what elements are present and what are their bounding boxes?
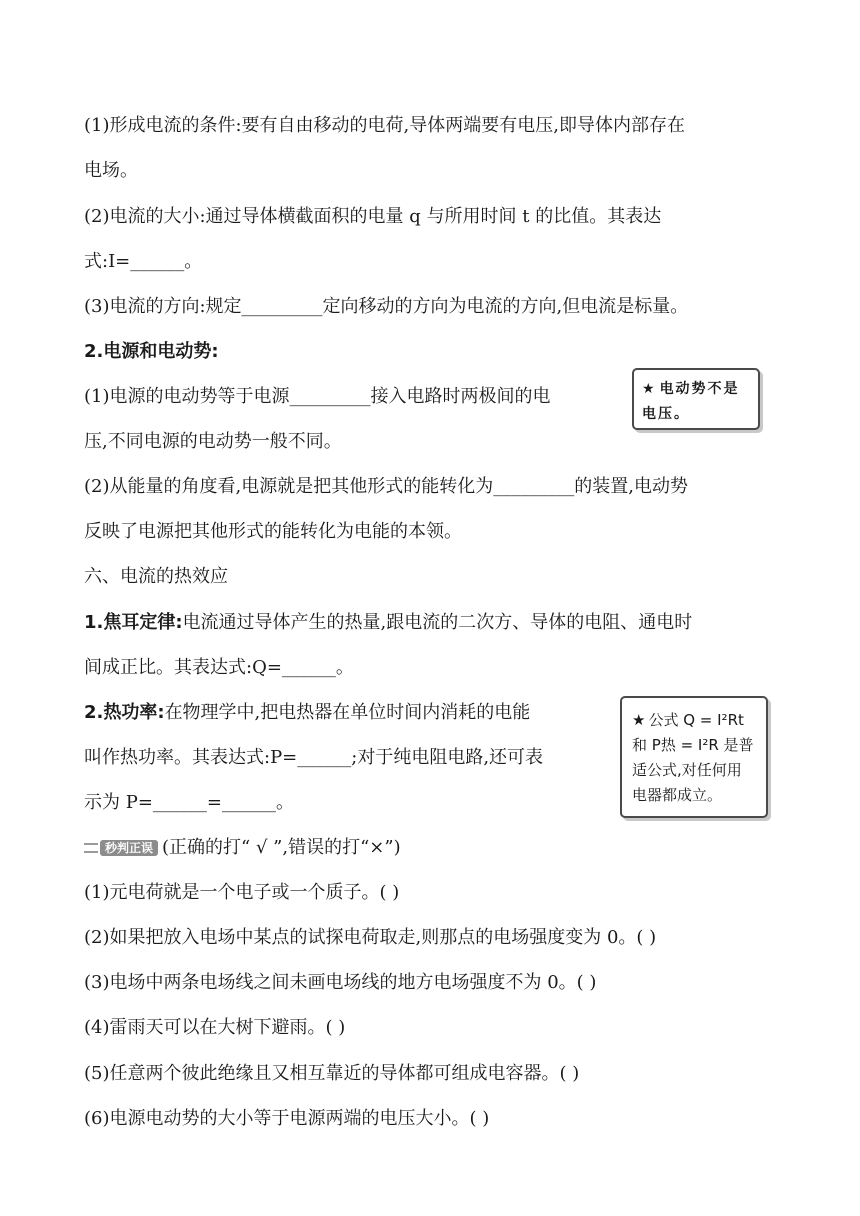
text-line: (1)形成电流的条件:要有自由移动的电荷,导体两端要有电压,即导体内部存在 [84, 115, 686, 136]
text-line: 间成正比。其表达式:Q=______。 [84, 657, 354, 678]
chapter-heading: 六、电流的热效应 [84, 566, 228, 587]
quiz-item: (3)电场中两条电场线之间未画电场线的地方电场强度不为 0。( ) [84, 972, 597, 993]
star-icon: ★ [632, 711, 646, 729]
note-line: 和 P热 = I²R 是普 [632, 736, 754, 754]
quiz-item: (1)元电荷就是一个电子或一个质子。( ) [84, 882, 400, 903]
star-icon: ★ [642, 381, 657, 397]
margin-note-emf [632, 368, 760, 430]
term-text: 电流通过导体产生的热量,跟电流的二次方、导体的电阻、通电时 [182, 612, 693, 633]
note-text: 电动势不是 [659, 381, 740, 397]
tag-lines-icon [84, 843, 98, 853]
quiz-item: (6)电源电动势的大小等于电源两端的电压大小。( ) [84, 1108, 490, 1129]
note-text: 公式 Q = I²Rt [648, 711, 744, 729]
term-text: 在物理学中,把电热器在单位时间内消耗的电能 [164, 702, 531, 723]
note-line [642, 377, 750, 402]
note-line: 电压。 [642, 406, 690, 422]
quiz-tag-label: 秒判正误 [100, 840, 158, 856]
note-line: 适公式,对任何用 [632, 761, 742, 779]
quiz-item: (5)任意两个彼此绝缘且又相互靠近的导体都可组成电容器。( ) [84, 1063, 580, 1084]
text-line: 压,不同电源的电动势一般不同。 [84, 431, 342, 452]
text-line [84, 700, 530, 726]
text-line: 示为 P=______=______。 [84, 792, 294, 813]
text-line: (2)从能量的角度看,电源就是把其他形式的能转化为_________的装置,电动势 [84, 476, 688, 497]
text-line: 电场。 [84, 160, 138, 181]
term-label: 1.焦耳定律: [84, 612, 183, 633]
text-line: 反映了电源把其他形式的能转化为电能的本领。 [84, 521, 462, 542]
text-line: 式:I=______。 [84, 251, 203, 272]
quiz-heading [84, 835, 401, 861]
note-line [632, 708, 756, 733]
text-line: (2)电流的大小:通过导体横截面积的电量 q 与所用时间 t 的比值。其表达 [84, 206, 662, 227]
quiz-tag [84, 835, 158, 861]
text-line: (3)电流的方向:规定_________定向移动的方向为电流的方向,但电流是标量。 [84, 296, 689, 317]
text-line: 叫作热功率。其表达式:P=______;对于纯电阻电路,还可表 [84, 747, 544, 768]
text-line [84, 610, 692, 636]
term-label: 2.热功率: [84, 702, 165, 723]
quiz-item: (2)如果把放入电场中某点的试探电荷取走,则那点的电场强度变为 0。( ) [84, 927, 657, 948]
section-heading: 2.电源和电动势: [84, 341, 219, 362]
text-line: (1)电源的电动势等于电源_________接入电路时两极间的电 [84, 386, 551, 407]
quiz-instruction: (正确的打“ √ ”,错误的打“×”) [162, 837, 401, 858]
margin-note-formula [620, 696, 768, 818]
quiz-item: (4)雷雨天可以在大树下避雨。( ) [84, 1017, 346, 1038]
note-line: 电器都成立。 [632, 786, 723, 804]
